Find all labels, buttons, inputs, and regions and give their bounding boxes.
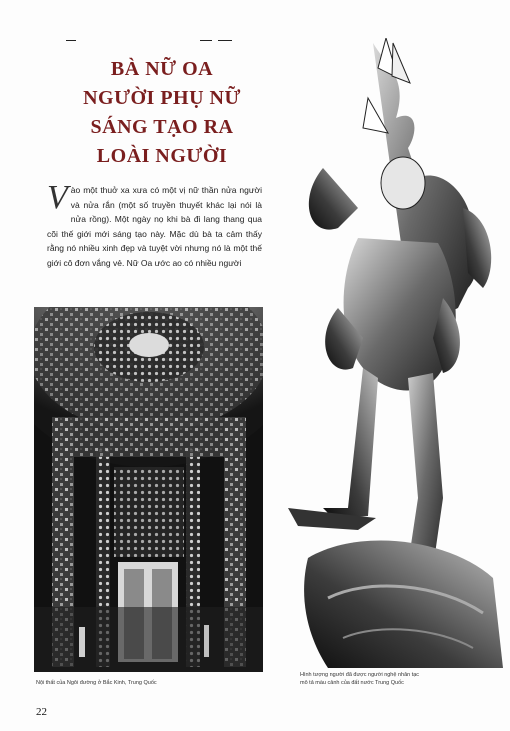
- title-line-1: BÀ NỮ OA: [110, 58, 214, 80]
- body-line-4: khi bà đi lang thang qua cõi thế giới mới sáng: [47, 214, 262, 239]
- temple-interior-photo: [34, 307, 263, 672]
- chapter-title: [62, 55, 262, 171]
- statue-illustration: [268, 38, 503, 668]
- nu-oa-statue-photo: [268, 38, 503, 668]
- title-line-2: NGƯỜI PHỤ NỮ: [83, 87, 241, 109]
- temple-interior-illustration: [34, 307, 263, 672]
- title-line-3: SÁNG TẠO RA: [90, 116, 234, 138]
- title-line-4: LOÀI NGƯỜI: [96, 145, 228, 167]
- body-line-1: ào một thuở xa xưa có một vị nữ thần: [70, 185, 222, 195]
- body-line-2: nửa người và nửa rắn (một số truyền: [70, 185, 262, 210]
- right-photo-caption-line-1: Hình tượng người đã được người nghệ nhân tạc: [300, 672, 420, 678]
- top-rule-right: [218, 40, 232, 41]
- body-line-5: tạo này. Mặc dù bà ta cảm thấy rằng nó nhiều: [47, 228, 262, 254]
- top-rule-left: [66, 40, 76, 41]
- drop-cap: V: [47, 179, 68, 216]
- body-line-3: thuyết khác lại nói là nửa rồng). Một ngày nọ: [70, 199, 262, 225]
- right-photo-caption-line-2: mô tả màu cảnh của đất nước Trung Quốc: [300, 680, 404, 686]
- body-paragraph: [47, 179, 262, 271]
- left-photo-caption: Nội thất của Ngôi đường ở Bắc Kinh, Trung Quốc: [36, 680, 157, 686]
- page-number: 22: [36, 706, 47, 718]
- body-line-7: cô đơn vắng vẻ. Nữ Oa ước ao có nhiều người: [63, 257, 242, 268]
- body-line-6: xinh đẹp và tuyệt vời nhưng nó là một thế giới: [47, 243, 262, 268]
- top-rule-middle: [200, 40, 212, 41]
